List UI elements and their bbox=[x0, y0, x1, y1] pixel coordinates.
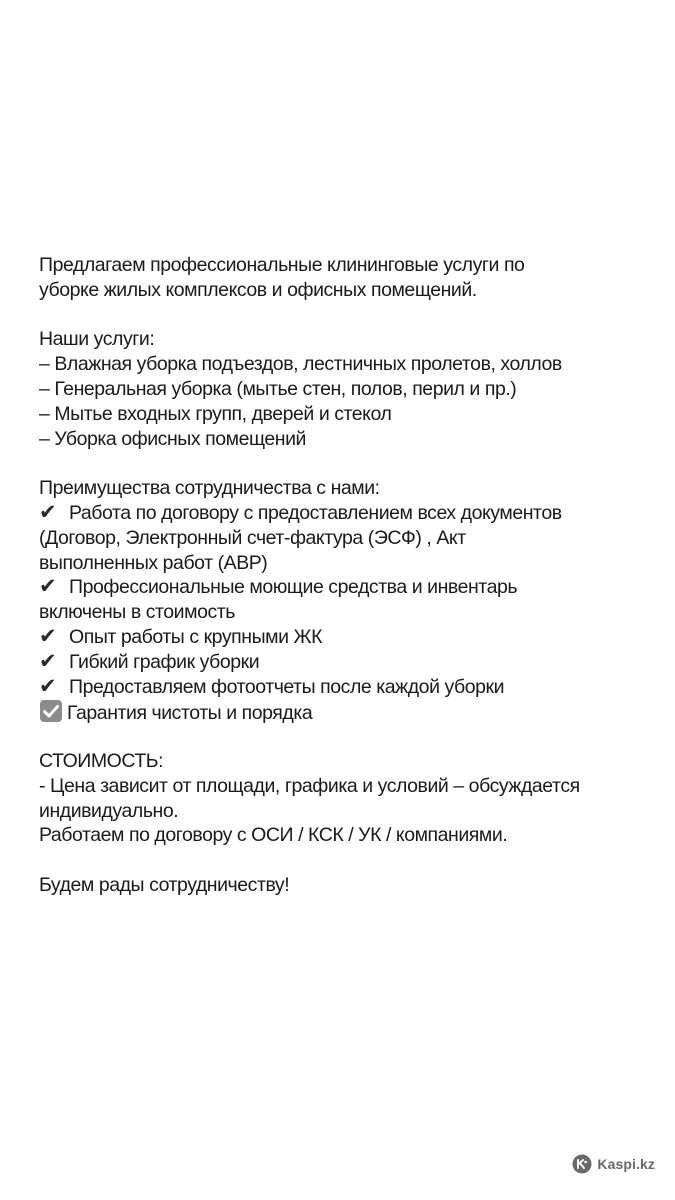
service-item-general-cleaning: – Генеральная уборка (мытье стен, полов, перил и пр.) bbox=[39, 377, 517, 400]
description-text bbox=[39, 253, 669, 898]
advantage-contract-line-1: Работа по договору с предоставлением всех документов bbox=[69, 501, 562, 524]
intro-line-1: Предлагаем профессиональные клининговые услуги по bbox=[39, 254, 525, 276]
service-item-office-cleaning: – Уборка офисных помещений bbox=[39, 427, 306, 450]
watermark-brand-text: Kaspi.kz bbox=[597, 1156, 655, 1172]
heavy-check-mark-icon: ✔ bbox=[39, 624, 57, 648]
advantage-item-schedule bbox=[39, 650, 669, 675]
heavy-check-mark-icon: ✔ bbox=[39, 575, 57, 599]
pricing-title: СТОИМОСТЬ: bbox=[39, 749, 164, 772]
advantage-guarantee-text: Гарантия чистоты и порядка bbox=[67, 702, 313, 725]
advantage-item-supplies bbox=[39, 575, 669, 600]
heavy-check-mark-icon: ✔ bbox=[39, 649, 57, 673]
heavy-check-mark-icon: ✔ bbox=[39, 500, 57, 524]
advantage-item-photo-reports bbox=[39, 675, 669, 700]
service-item-entrance-washing: – Мытье входных групп, дверей и стекол bbox=[39, 402, 392, 425]
advantage-experience-text: Опыт работы с крупными ЖК bbox=[69, 625, 322, 648]
advantage-schedule-text: Гибкий график уборки bbox=[69, 650, 260, 673]
heavy-check-mark-icon: ✔ bbox=[39, 674, 57, 698]
kaspi-watermark bbox=[572, 1152, 655, 1176]
advantage-item-guarantee bbox=[39, 699, 669, 724]
advantage-contract-line-2: (Договор, Электронный счет-фактура (ЭСФ) , Акт bbox=[39, 526, 466, 549]
advantages-title: Преимущества сотрудничества с нами: bbox=[39, 477, 380, 500]
pricing-line-3: Работаем по договору с ОСИ / КСК / УК / компаниями. bbox=[39, 824, 508, 847]
closing-text: Будем рады сотрудничеству! bbox=[39, 873, 290, 896]
spacer bbox=[39, 848, 669, 873]
spacer bbox=[39, 303, 669, 328]
kaspi-logo-icon bbox=[572, 1154, 592, 1174]
advantage-contract-line-3: выполненных работ (АВР) bbox=[39, 551, 268, 574]
intro-line-2: уборке жилых комплексов и офисных помещений. bbox=[39, 278, 477, 301]
advantage-supplies-line-2: включены в стоимость bbox=[39, 601, 235, 624]
advantage-item-experience bbox=[39, 625, 669, 650]
pricing-line-1: - Цена зависит от площади, графика и условий – обсуждается bbox=[39, 774, 580, 797]
advantage-supplies-line-1: Профессиональные моющие средства и инвентарь bbox=[69, 576, 518, 599]
spacer bbox=[39, 724, 669, 749]
advantage-item-contract bbox=[39, 501, 669, 526]
services-title: Наши услуги: bbox=[39, 328, 155, 351]
check-box-icon bbox=[39, 699, 63, 723]
service-item-wet-cleaning: – Влажная уборка подъездов, лестничных пролетов, холлов bbox=[39, 353, 562, 376]
spacer bbox=[39, 451, 669, 476]
advantage-photo-reports-text: Предоставляем фотоотчеты после каждой уборки bbox=[69, 675, 505, 698]
pricing-line-2: индивидуально. bbox=[39, 799, 179, 822]
